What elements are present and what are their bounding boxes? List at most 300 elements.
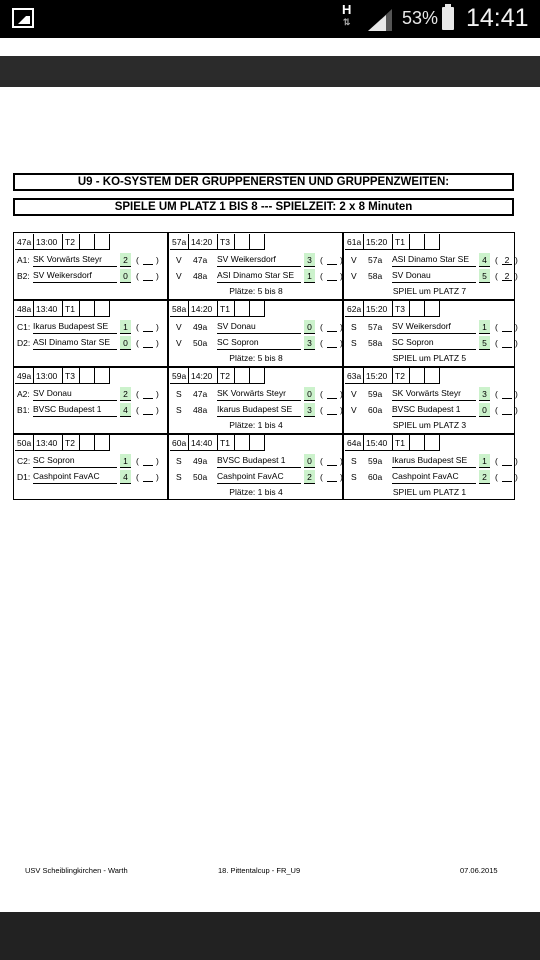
score-value: 1 xyxy=(479,454,490,468)
match-header xyxy=(345,435,514,451)
header-empty-cell xyxy=(235,301,250,317)
match-row xyxy=(15,253,167,268)
match-row xyxy=(15,454,167,469)
team-name: SK Vorwärts Steyr xyxy=(33,253,117,267)
source-match-ref: 47a xyxy=(193,255,208,265)
signal-icon xyxy=(368,9,392,31)
match-block xyxy=(15,301,167,365)
footer-date: 07.06.2015 xyxy=(460,866,498,875)
row-label: B2: xyxy=(17,271,30,281)
close-paren: ) xyxy=(515,472,518,482)
source-match-ref: 57a xyxy=(368,255,383,265)
placement-note xyxy=(15,486,167,498)
source-match-ref: 57a xyxy=(368,322,383,332)
header-empty-cell xyxy=(425,301,440,317)
score-value: 0 xyxy=(304,454,315,468)
row-label: V xyxy=(176,255,182,265)
header-underline xyxy=(170,316,265,317)
match-row xyxy=(15,470,167,485)
placement-note: SPIEL um PLATZ 1 xyxy=(392,487,467,497)
match-row xyxy=(170,320,342,335)
match-row xyxy=(15,269,167,284)
match-field: T2 xyxy=(218,368,235,384)
match-id: 50a xyxy=(15,435,34,451)
close-paren: ) xyxy=(340,472,343,482)
team-name: Cashpoint FavAC xyxy=(33,470,117,484)
match-header xyxy=(345,368,514,384)
open-paren: ( xyxy=(320,472,323,482)
match-time: 15:20 xyxy=(364,368,393,384)
header-empty-cell xyxy=(80,435,95,451)
extra-score: __ xyxy=(502,405,512,415)
match-field: T2 xyxy=(393,368,410,384)
row-label: V xyxy=(351,255,357,265)
team-name: SV Donau xyxy=(392,269,476,283)
open-paren: ( xyxy=(136,338,139,348)
match-id: 60a xyxy=(170,435,189,451)
extra-score: __ xyxy=(143,322,153,332)
status-bar xyxy=(0,0,540,38)
match-row xyxy=(345,320,518,335)
close-paren: ) xyxy=(156,405,159,415)
score-value: 3 xyxy=(304,253,315,267)
open-paren: ( xyxy=(136,322,139,332)
row-label: V xyxy=(351,405,357,415)
score-value: 2 xyxy=(120,387,131,401)
placement-note xyxy=(15,352,167,364)
header-underline xyxy=(15,249,110,250)
team-name: Cashpoint FavAC xyxy=(392,470,476,484)
match-row xyxy=(170,403,342,418)
network-type: H xyxy=(342,2,352,17)
close-paren: ) xyxy=(340,456,343,466)
close-paren: ) xyxy=(340,338,343,348)
match-field: T1 xyxy=(393,234,410,250)
open-paren: ( xyxy=(495,472,498,482)
close-paren: ) xyxy=(340,271,343,281)
score-value: 0 xyxy=(120,269,131,283)
close-paren: ) xyxy=(515,338,518,348)
score-value: 1 xyxy=(479,320,490,334)
header-underline xyxy=(15,383,110,384)
match-field: T1 xyxy=(218,301,235,317)
match-header xyxy=(170,301,342,317)
source-match-ref: 60a xyxy=(368,405,383,415)
team-name: ASI Dinamo Star SE xyxy=(33,336,117,350)
row-label: S xyxy=(351,472,357,482)
header-empty-cell xyxy=(95,368,110,384)
extra-score: __ xyxy=(327,322,337,332)
match-row xyxy=(170,470,342,485)
extra-score: __ xyxy=(327,456,337,466)
open-paren: ( xyxy=(136,255,139,265)
score-value: 4 xyxy=(479,253,490,267)
team-name: Ikarus Budapest SE xyxy=(392,454,476,468)
team-name: ASI Dinamo Star SE xyxy=(217,269,301,283)
open-paren: ( xyxy=(495,456,498,466)
extra-score: __ xyxy=(502,472,512,482)
score-value: 0 xyxy=(479,403,490,417)
battery-icon xyxy=(442,7,454,30)
match-header xyxy=(15,435,167,451)
placement-note: SPIEL um PLATZ 7 xyxy=(392,286,467,296)
placement-note: Plätze: 5 bis 8 xyxy=(229,353,283,363)
team-name: Ikarus Budapest SE xyxy=(33,320,117,334)
match-header xyxy=(15,301,167,317)
close-paren: ) xyxy=(340,405,343,415)
extra-score: __ xyxy=(143,472,153,482)
score-value: 5 xyxy=(479,336,490,350)
match-field: T1 xyxy=(63,301,80,317)
match-row xyxy=(345,454,518,469)
match-field: T3 xyxy=(218,234,235,250)
row-label: D1: xyxy=(17,472,31,482)
extra-score: __ xyxy=(143,338,153,348)
open-paren: ( xyxy=(320,322,323,332)
match-header xyxy=(345,234,514,250)
header-empty-cell xyxy=(80,301,95,317)
match-time: 13:40 xyxy=(34,301,63,317)
match-header xyxy=(170,368,342,384)
extra-score: __ xyxy=(143,255,153,265)
match-header xyxy=(345,301,514,317)
match-field: T3 xyxy=(393,301,410,317)
header-empty-cell xyxy=(95,234,110,250)
match-id: 48a xyxy=(15,301,34,317)
open-paren: ( xyxy=(495,389,498,399)
placement-note: Plätze: 1 bis 4 xyxy=(229,420,283,430)
close-paren: ) xyxy=(515,271,518,281)
match-row xyxy=(345,470,518,485)
header-empty-cell xyxy=(250,301,265,317)
open-paren: ( xyxy=(320,338,323,348)
close-paren: ) xyxy=(156,472,159,482)
match-header xyxy=(170,234,342,250)
close-paren: ) xyxy=(515,456,518,466)
close-paren: ) xyxy=(515,405,518,415)
match-id: 49a xyxy=(15,368,34,384)
score-value: 2 xyxy=(120,253,131,267)
open-paren: ( xyxy=(136,472,139,482)
row-label: S xyxy=(176,472,182,482)
match-field: T2 xyxy=(63,234,80,250)
header-empty-cell xyxy=(410,301,425,317)
source-match-ref: 49a xyxy=(193,322,208,332)
match-field: T2 xyxy=(63,435,80,451)
source-match-ref: 49a xyxy=(193,456,208,466)
match-id: 63a xyxy=(345,368,364,384)
match-field: T1 xyxy=(218,435,235,451)
extra-score: __ xyxy=(327,271,337,281)
header-empty-cell xyxy=(80,234,95,250)
match-block xyxy=(345,368,518,432)
match-time: 14:40 xyxy=(189,435,218,451)
match-id: 61a xyxy=(345,234,364,250)
match-time: 14:20 xyxy=(189,234,218,250)
row-label: C1: xyxy=(17,322,31,332)
match-id: 47a xyxy=(15,234,34,250)
match-block xyxy=(15,368,167,432)
team-name: ASI Dinamo Star SE xyxy=(392,253,476,267)
header-empty-cell xyxy=(250,234,265,250)
clock: 14:41 xyxy=(466,4,529,32)
open-paren: ( xyxy=(320,456,323,466)
extra-score: __ xyxy=(502,338,512,348)
match-row xyxy=(345,253,518,268)
header-underline xyxy=(345,316,440,317)
close-paren: ) xyxy=(156,271,159,281)
match-time: 15:40 xyxy=(364,435,393,451)
match-field: T1 xyxy=(393,435,410,451)
row-label: V xyxy=(176,338,182,348)
row-label: V xyxy=(351,271,357,281)
close-paren: ) xyxy=(515,322,518,332)
placement-note xyxy=(15,419,167,431)
placement-note: SPIEL um PLATZ 3 xyxy=(392,420,467,430)
placement-note: SPIEL um PLATZ 5 xyxy=(392,353,467,363)
row-label: D2: xyxy=(17,338,31,348)
row-label: S xyxy=(351,338,357,348)
source-match-ref: 59a xyxy=(368,389,383,399)
match-block xyxy=(170,435,342,499)
score-value: 2 xyxy=(479,470,490,484)
header-empty-cell xyxy=(235,368,250,384)
source-match-ref: 58a xyxy=(368,271,383,281)
row-label: A2: xyxy=(17,389,30,399)
team-name: Cashpoint FavAC xyxy=(217,470,301,484)
open-paren: ( xyxy=(495,271,498,281)
extra-score: __ xyxy=(327,338,337,348)
close-paren: ) xyxy=(156,255,159,265)
open-paren: ( xyxy=(495,255,498,265)
open-paren: ( xyxy=(320,255,323,265)
row-label: S xyxy=(351,322,357,332)
score-value: 3 xyxy=(479,387,490,401)
source-match-ref: 48a xyxy=(193,271,208,281)
score-value: 1 xyxy=(304,269,315,283)
close-paren: ) xyxy=(340,322,343,332)
match-block xyxy=(345,301,518,365)
open-paren: ( xyxy=(495,322,498,332)
open-paren: ( xyxy=(136,389,139,399)
team-name: BVSC Budapest 1 xyxy=(392,403,476,417)
match-time: 13:00 xyxy=(34,368,63,384)
match-field: T3 xyxy=(63,368,80,384)
source-match-ref: 50a xyxy=(193,472,208,482)
match-row xyxy=(170,269,342,284)
score-value: 0 xyxy=(304,387,315,401)
header-empty-cell xyxy=(425,435,440,451)
source-match-ref: 50a xyxy=(193,338,208,348)
match-header xyxy=(15,368,167,384)
score-value: 0 xyxy=(304,320,315,334)
match-header xyxy=(170,435,342,451)
extra-score: __ xyxy=(327,389,337,399)
footer-event: 18. Pittentalcup - FR_U9 xyxy=(218,866,301,875)
match-block xyxy=(15,234,167,298)
team-name: SV Weikersdorf xyxy=(392,320,476,334)
match-block xyxy=(15,435,167,499)
team-name: SV Weikersdorf xyxy=(217,253,301,267)
document-subtitle: SPIELE UM PLATZ 1 BIS 8 --- SPIELZEIT: 2 x 8 Minuten xyxy=(13,198,514,216)
bracket-table xyxy=(13,232,518,500)
row-label: V xyxy=(176,322,182,332)
footer-organizer: USV Scheiblingkirchen - Warth xyxy=(25,866,128,875)
match-row xyxy=(15,387,167,402)
header-underline xyxy=(345,383,440,384)
open-paren: ( xyxy=(136,456,139,466)
match-row xyxy=(345,269,518,284)
match-row xyxy=(170,336,342,351)
match-row xyxy=(345,403,518,418)
placement-note: Plätze: 5 bis 8 xyxy=(229,286,283,296)
match-block xyxy=(345,435,518,499)
header-underline xyxy=(15,316,110,317)
document-title: U9 - KO-SYSTEM DER GRUPPENERSTEN UND GRUPPENZWEITEN: xyxy=(13,173,514,191)
extra-score: __ xyxy=(502,389,512,399)
battery-percent: 53% xyxy=(402,8,439,28)
app-toolbar xyxy=(0,56,540,87)
extra-score: 2 xyxy=(502,269,512,281)
header-underline xyxy=(170,383,265,384)
header-empty-cell xyxy=(425,234,440,250)
source-match-ref: 47a xyxy=(193,389,208,399)
extra-score: __ xyxy=(143,456,153,466)
match-id: 64a xyxy=(345,435,364,451)
navigation-bar xyxy=(0,912,540,960)
header-empty-cell xyxy=(235,435,250,451)
score-value: 2 xyxy=(304,470,315,484)
header-empty-cell xyxy=(80,368,95,384)
header-underline xyxy=(170,450,265,451)
open-paren: ( xyxy=(136,405,139,415)
match-block xyxy=(170,368,342,432)
close-paren: ) xyxy=(156,456,159,466)
header-underline xyxy=(345,450,440,451)
match-block xyxy=(170,301,342,365)
extra-score: __ xyxy=(327,472,337,482)
match-id: 57a xyxy=(170,234,189,250)
source-match-ref: 48a xyxy=(193,405,208,415)
score-value: 0 xyxy=(120,336,131,350)
match-row xyxy=(345,387,518,402)
row-label: S xyxy=(176,456,182,466)
team-name: SV Donau xyxy=(33,387,117,401)
match-block xyxy=(345,234,518,298)
placement-note: Plätze: 1 bis 4 xyxy=(229,487,283,497)
team-name: SC Sopron xyxy=(217,336,301,350)
header-empty-cell xyxy=(410,234,425,250)
team-name: SC Sopron xyxy=(33,454,117,468)
source-match-ref: 60a xyxy=(368,472,383,482)
close-paren: ) xyxy=(156,389,159,399)
score-value: 1 xyxy=(120,320,131,334)
open-paren: ( xyxy=(320,389,323,399)
extra-score: __ xyxy=(327,255,337,265)
source-match-ref: 59a xyxy=(368,456,383,466)
extra-score: __ xyxy=(327,405,337,415)
team-name: SV Donau xyxy=(217,320,301,334)
gallery-notification-icon xyxy=(12,8,34,28)
team-name: SC Sopron xyxy=(392,336,476,350)
score-value: 1 xyxy=(120,454,131,468)
match-time: 13:40 xyxy=(34,435,63,451)
match-id: 59a xyxy=(170,368,189,384)
header-empty-cell xyxy=(250,435,265,451)
match-row xyxy=(345,336,518,351)
match-time: 13:00 xyxy=(34,234,63,250)
open-paren: ( xyxy=(495,338,498,348)
match-row xyxy=(15,336,167,351)
match-id: 58a xyxy=(170,301,189,317)
open-paren: ( xyxy=(320,405,323,415)
row-label: C2: xyxy=(17,456,31,466)
header-empty-cell xyxy=(95,301,110,317)
score-value: 4 xyxy=(120,403,131,417)
row-label: S xyxy=(351,456,357,466)
extra-score: __ xyxy=(502,322,512,332)
match-time: 14:20 xyxy=(189,368,218,384)
row-label: S xyxy=(176,389,182,399)
header-underline xyxy=(15,450,110,451)
header-underline xyxy=(345,249,440,250)
header-empty-cell xyxy=(235,234,250,250)
score-value: 4 xyxy=(120,470,131,484)
header-empty-cell xyxy=(410,435,425,451)
score-value: 5 xyxy=(479,269,490,283)
team-name: Ikarus Budapest SE xyxy=(217,403,301,417)
match-row xyxy=(170,387,342,402)
extra-score: __ xyxy=(143,271,153,281)
close-paren: ) xyxy=(340,389,343,399)
extra-score: __ xyxy=(502,456,512,466)
match-row xyxy=(15,403,167,418)
close-paren: ) xyxy=(156,322,159,332)
score-value: 3 xyxy=(304,403,315,417)
header-underline xyxy=(170,249,265,250)
header-empty-cell xyxy=(250,368,265,384)
extra-score: __ xyxy=(143,389,153,399)
open-paren: ( xyxy=(136,271,139,281)
close-paren: ) xyxy=(156,338,159,348)
row-label: V xyxy=(351,389,357,399)
match-time: 14:20 xyxy=(189,301,218,317)
match-row xyxy=(170,253,342,268)
match-row xyxy=(170,454,342,469)
match-block xyxy=(170,234,342,298)
row-label: S xyxy=(176,405,182,415)
row-label: A1: xyxy=(17,255,30,265)
header-empty-cell xyxy=(425,368,440,384)
row-label: V xyxy=(176,271,182,281)
open-paren: ( xyxy=(495,405,498,415)
extra-score: __ xyxy=(143,405,153,415)
match-header xyxy=(15,234,167,250)
placement-note xyxy=(15,285,167,297)
team-name: BVSC Budapest 1 xyxy=(33,403,117,417)
row-label: B1: xyxy=(17,405,30,415)
team-name: BVSC Budapest 1 xyxy=(217,454,301,468)
match-time: 15:20 xyxy=(364,301,393,317)
source-match-ref: 58a xyxy=(368,338,383,348)
close-paren: ) xyxy=(515,255,518,265)
open-paren: ( xyxy=(320,271,323,281)
team-name: SK Vorwärts Steyr xyxy=(392,387,476,401)
network-type-icon: H ⇅ xyxy=(342,2,352,27)
team-name: SV Weikersdorf xyxy=(33,269,117,283)
header-empty-cell xyxy=(410,368,425,384)
close-paren: ) xyxy=(340,255,343,265)
